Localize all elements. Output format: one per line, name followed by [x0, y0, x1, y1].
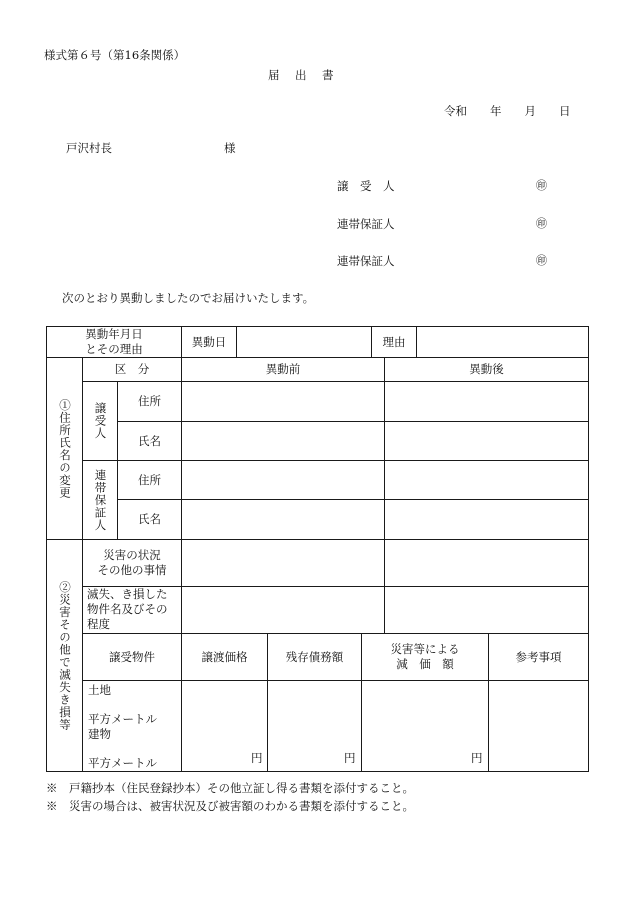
transferee-address-label: 住所 — [138, 394, 161, 409]
intro-text: 次のとおり異動しましたのでお届けいたします。 — [62, 291, 315, 305]
transferee-group-label: 譲受人 — [93, 402, 108, 440]
note-item: ※ 戸籍抄本（住民登録抄本）その他立証し得る書類を添付すること。 — [46, 781, 414, 795]
transferee-label: 譲 受 人 — [337, 179, 395, 193]
lost-label-line2: 物件名及びその — [87, 601, 168, 616]
guarantor-label: 連帯保証人 — [337, 254, 395, 268]
seal-mark: ㊞ — [536, 254, 547, 267]
transferee-name-label: 氏名 — [138, 433, 161, 448]
disaster-label-line2: その他の事情 — [97, 563, 167, 577]
disaster-label-line1: 災害の状況 — [103, 548, 161, 563]
col-property: 譲受物件 — [109, 649, 155, 664]
date-reason-label — [47, 327, 181, 357]
after-header: 異動後 — [469, 362, 504, 377]
page-title: 届 出 書 — [268, 68, 336, 82]
transfer-price-yen: 円 — [251, 751, 263, 765]
col-remaining-debt: 残存債務額 — [285, 649, 344, 664]
reason-label: 理由 — [382, 334, 406, 349]
date-reason-label-line1: 異動年月日 — [85, 327, 143, 342]
lost-item-label — [87, 587, 181, 633]
col-reduction-line2: 減 価 額 — [396, 657, 454, 671]
land-label: 土地 — [88, 683, 111, 697]
disaster-label — [83, 540, 181, 586]
land-sqm-label: 平方メートル — [88, 712, 157, 726]
change-date-label: 異動日 — [191, 334, 227, 349]
seal-mark: ㊞ — [536, 217, 547, 230]
lost-label-line1: 滅失、き損した — [87, 587, 168, 601]
seal-mark: ㊞ — [536, 179, 547, 192]
before-header: 異動前 — [265, 362, 301, 377]
addressee-honorific: 様 — [224, 141, 236, 155]
category-header: 区 分 — [114, 362, 150, 377]
change-date-field[interactable] — [237, 327, 371, 357]
reduction-yen: 円 — [471, 751, 483, 765]
lost-label-line3: 程度 — [87, 616, 110, 631]
building-sqm-label: 平方メートル — [88, 756, 157, 770]
guarantor-name-label: 氏名 — [138, 512, 161, 527]
guarantor-label: 連帯保証人 — [337, 217, 395, 231]
remaining-debt-yen: 円 — [344, 751, 356, 765]
col-reduction — [362, 634, 488, 680]
col-reduction-line1: 災害等による — [390, 642, 460, 657]
reason-field[interactable] — [417, 327, 588, 357]
addressee-village: 戸沢村長 — [66, 141, 112, 155]
date-reason-label-line2: とその理由 — [85, 342, 143, 356]
date-line: 令和 年 月 日 — [444, 104, 571, 118]
section2-title: ②災害その他で滅失き損等 — [57, 580, 72, 731]
building-label: 建物 — [88, 727, 111, 741]
col-remarks: 参考事項 — [515, 649, 562, 664]
guarantor-group-label: 連帯保証人 — [93, 468, 108, 532]
guarantor-address-label: 住所 — [138, 472, 161, 487]
note-item: ※ 災害の場合は、被害状況及び被害額のわかる書類を添付すること。 — [46, 799, 414, 813]
section1-title: ①住所氏名の変更 — [57, 398, 72, 499]
col-transfer-price: 譲渡価格 — [201, 649, 248, 664]
form-number: 様式第６号（第16条関係） — [44, 48, 186, 62]
